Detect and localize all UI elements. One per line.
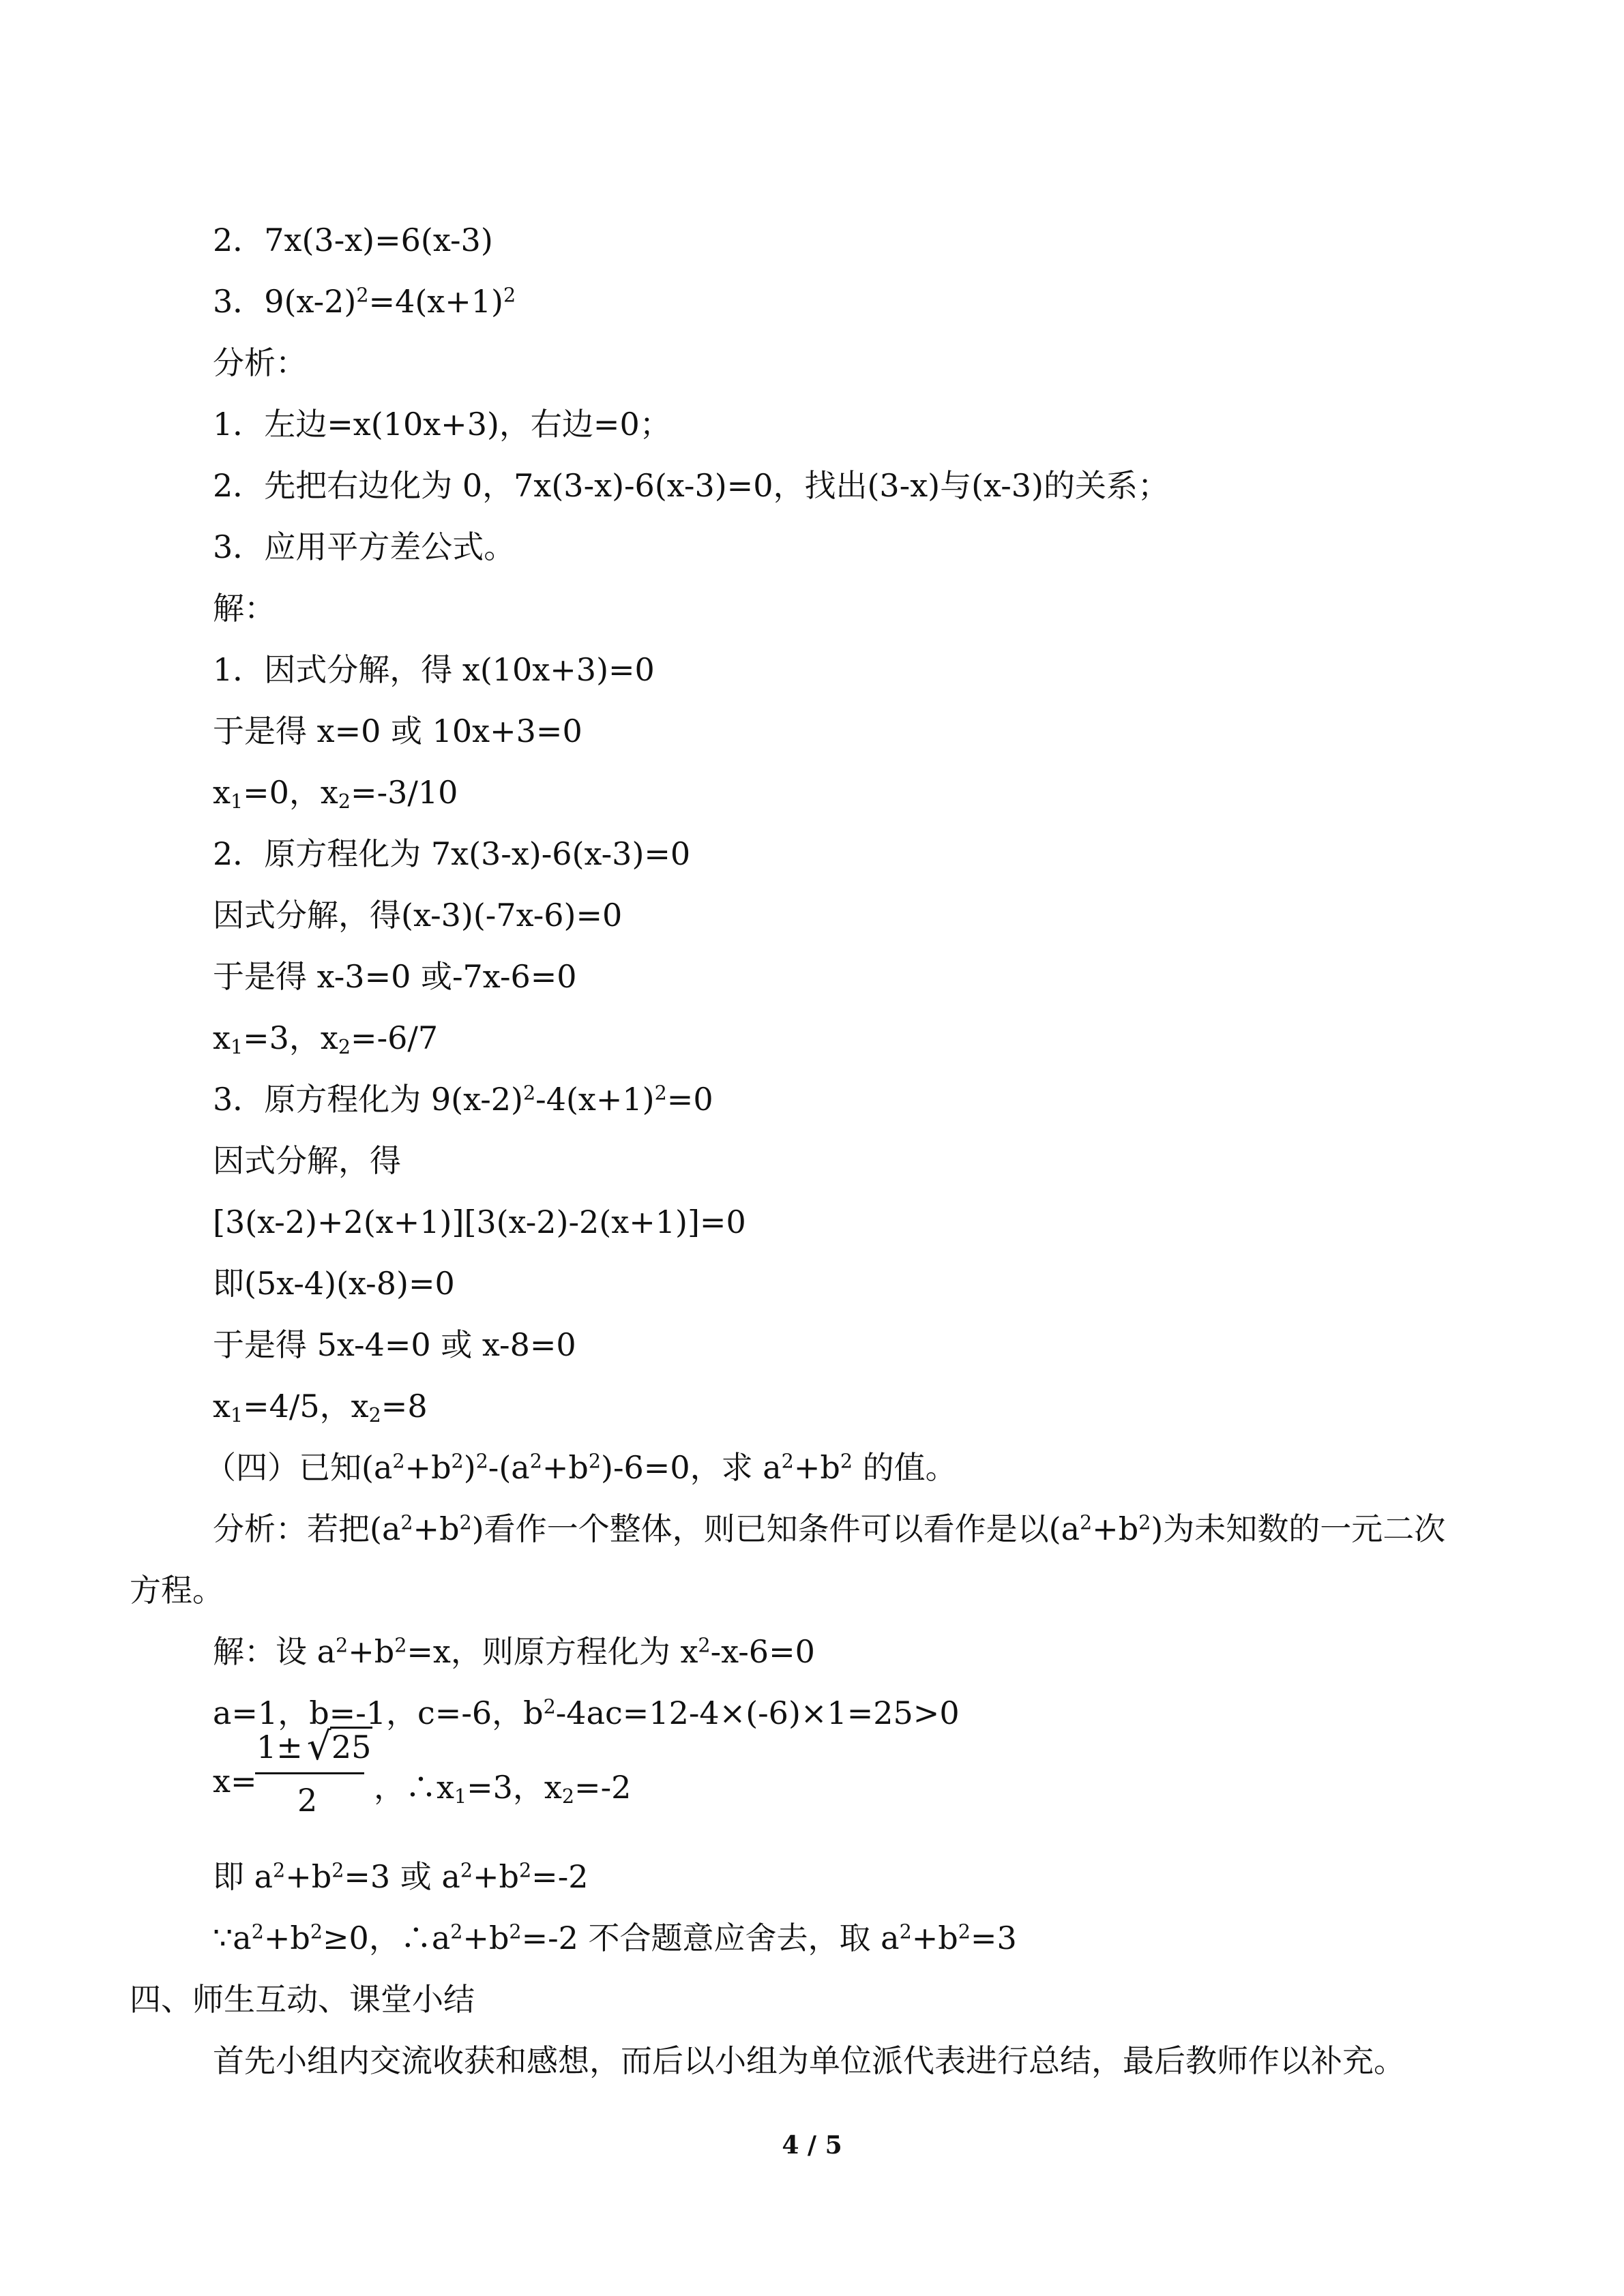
problem-4-analysis: 分析：若把$(a^2+b^2)$看作一个整体，则已知条件可以看作是以$(a^2+b^2)$为未知数的一元二次	[213, 1510, 1446, 1547]
solution-3-step-2: 因式分解，得	[213, 1142, 401, 1179]
formula-x-label: x=	[213, 1763, 257, 1800]
problem-4-analysis-cont: 方程。	[130, 1572, 224, 1609]
problem-4: （四）已知$(a^2+b^2)^2-(a^2+b^2)-6=0$，求 $a^2+b^2$ 的值。	[205, 1449, 957, 1486]
formula-numerator: 1± √ 25	[256, 1725, 372, 1769]
solution-1-step-1: 1．因式分解，得 x(10x+3)=0	[213, 651, 655, 688]
problem-4-solution-2: a=1，b=-1，c=-6，$b^2-4ac=12-4\times(-6)\times 1=25>0$	[213, 1695, 960, 1731]
analysis-2: 2．先把右边化为 0，7x(3-x)-6(x-3)=0，找出(3-x)与(x-3)的关系；	[213, 467, 1169, 504]
problem-3: 3．$9(x-2)^2=4(x+1)^2$	[213, 283, 516, 320]
section-4-heading: 四、师生互动、课堂小结	[130, 1981, 475, 2018]
solution-1-roots: $x_1=0$，$x_2=-3/10$	[213, 774, 458, 814]
solution-3-step-1: 3．原方程化为 $9(x-2)^2-4(x+1)^2=0$	[213, 1081, 713, 1118]
problem-2: 2．7x(3-x)=6(x-3)	[213, 222, 493, 258]
formula-roots: ，$\therefore x_1=3$，$x_2=-2$	[374, 1769, 632, 1808]
solution-3-step-5: 于是得 5x-4=0 或 x-8=0	[213, 1326, 576, 1363]
page-number: 4 / 5	[782, 2131, 842, 2160]
problem-4-solution-1: 解：设 $a^2+b^2=x$，则原方程化为 $x^2-x-6=0$	[213, 1633, 815, 1670]
solution-2-roots: $x_1=3$，$x_2=-6/7$	[213, 1019, 439, 1059]
analysis-1: 1．左边=x(10x+3)，右边=0；	[213, 406, 671, 443]
solution-2-step-1: 2．原方程化为 7x(3-x)-6(x-3)=0	[213, 835, 691, 872]
problem-4-solution-3: 即 $a^2+b^2=3$ 或 $a^2+b^2=-2$	[213, 1858, 589, 1895]
fraction-bar	[255, 1772, 364, 1774]
problem-4-solution-4: $\because a^2+b^2\ge 0$，$\therefore a^2+b^2=-2$ 不合题意应舍去，取 $a^2+b^2=3$	[213, 1920, 1017, 1956]
solution-heading: 解：	[213, 590, 276, 627]
solution-3-step-4: 即(5x-4)(x-8)=0	[213, 1265, 455, 1302]
analysis-heading: 分析：	[213, 344, 307, 381]
solution-3-step-3: [3(x-2)+2(x+1)][3(x-2)-2(x+1)]=0	[213, 1204, 746, 1240]
formula-denominator: 2	[297, 1782, 318, 1819]
analysis-3: 3．应用平方差公式。	[213, 528, 516, 565]
quadratic-formula	[213, 1725, 827, 1838]
section-4-body: 首先小组内交流收获和感想，而后以小组为单位派代表进行总结，最后教师作以补充。	[213, 2042, 1405, 2079]
solution-2-step-3: 于是得 x-3=0 或-7x-6=0	[213, 958, 577, 995]
solution-2-step-2: 因式分解，得(x-3)(-7x-6)=0	[213, 897, 623, 934]
square-root: √ 25	[306, 1725, 372, 1769]
solution-1-step-2: 于是得 x=0 或 10x+3=0	[213, 713, 582, 749]
solution-3-roots: $x_1=4/5$，$x_2=8$	[213, 1388, 428, 1427]
